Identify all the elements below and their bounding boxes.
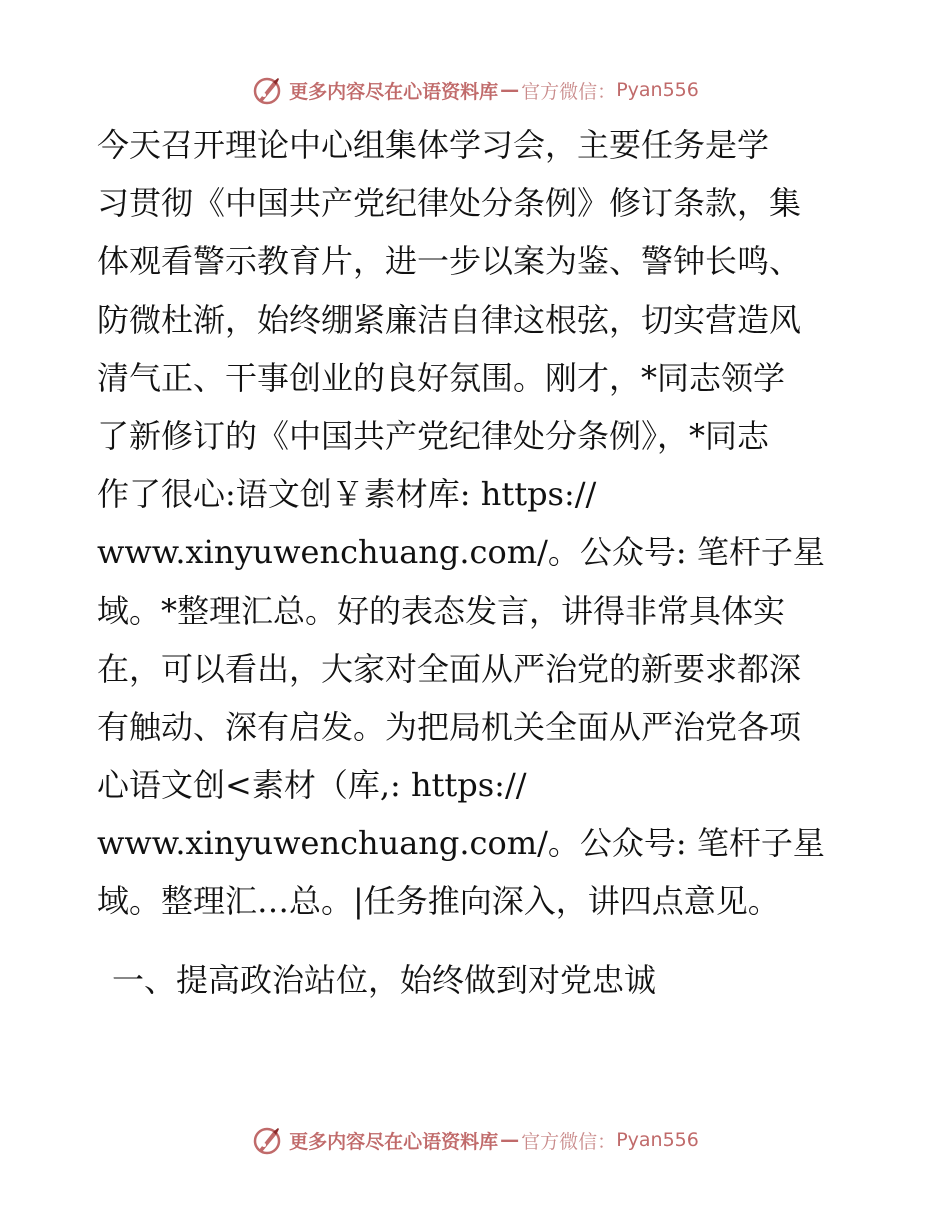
body-line: 有触动、深有启发。为把局机关全面从严治党各项 — [97, 707, 802, 746]
body-line: 域。整理汇…总。|任务推向深入，讲四点意见。 — [97, 882, 780, 921]
banner-wechat-label: 官方微信： — [521, 80, 617, 103]
body-line: www.xinyuwenchuang.com/。公众号: 笔杆子星 — [97, 824, 825, 863]
footer-watermark-banner — [0, 1120, 950, 1160]
banner-wechat-id: Pyan556 — [616, 79, 699, 101]
banner-title: 更多内容尽在心语资料库 — [289, 80, 499, 103]
section-heading: 一、提高政治站位，始终做到对党忠诚 — [112, 961, 657, 999]
quill-pen-logo-icon — [251, 74, 283, 106]
body-line: 今天召开理论中心组集体学习会，主要任务是学 — [97, 126, 770, 164]
header-watermark-banner — [0, 70, 950, 110]
body-line: 心语文创<素材（库,: https:// — [97, 766, 527, 805]
body-line: www.xinyuwenchuang.com/。公众号: 笔杆子星 — [97, 533, 825, 572]
banner-wechat-label: 官方微信： — [521, 1130, 617, 1153]
body-line: 防微杜渐，始终绷紧廉洁自律这根弦，切实营造风 — [97, 300, 802, 339]
document-body — [97, 116, 857, 931]
body-line: 在，可以看出，大家对全面从严治党的新要求都深 — [97, 649, 802, 688]
body-line: 作了很心:语文创￥素材库: https:// — [97, 475, 597, 514]
banner-title: 更多内容尽在心语资料库 — [289, 1130, 499, 1153]
quill-pen-logo-icon — [251, 1124, 283, 1156]
body-line: 习贯彻《中国共产党纪律处分条例》修订条款，集 — [97, 184, 802, 223]
body-line: 了新修订的《中国共产党纪律处分条例》，*同志 — [97, 416, 770, 455]
banner-separator: — — [500, 1129, 520, 1151]
body-line: 体观看警示教育片，进一步以案为鉴、警钟长鸣、 — [97, 242, 802, 281]
banner-wechat-id: Pyan556 — [616, 1129, 699, 1151]
banner-separator: — — [500, 79, 520, 101]
body-line: 清气正、干事创业的良好氛围。刚才，*同志领学 — [97, 358, 786, 397]
body-line: 域。*整理汇总。好的表态发言，讲得非常具体实 — [97, 591, 786, 630]
